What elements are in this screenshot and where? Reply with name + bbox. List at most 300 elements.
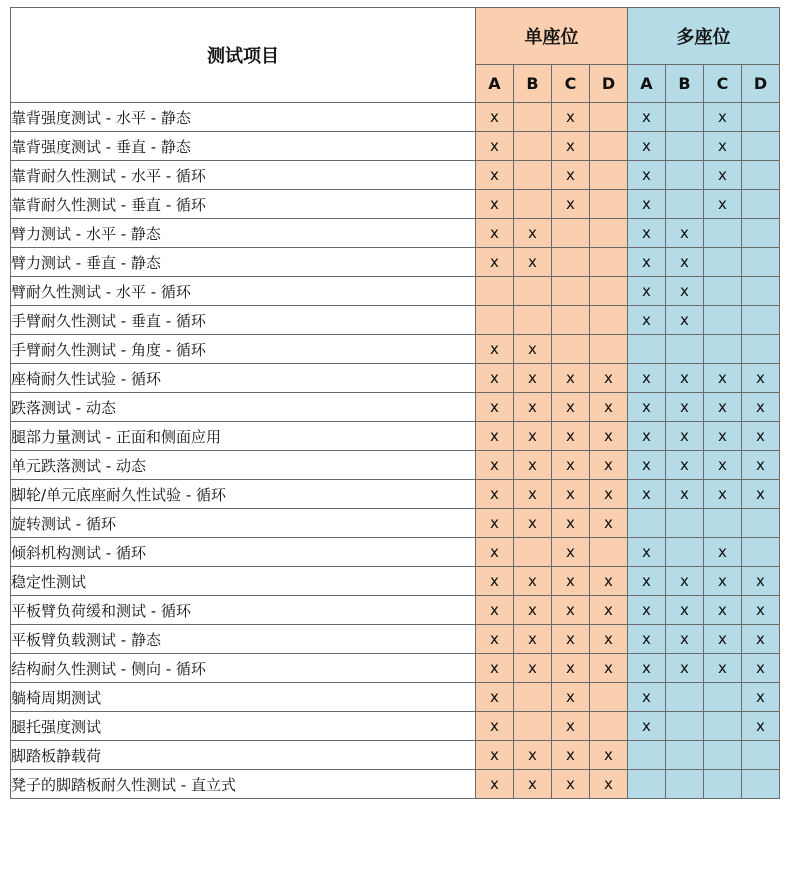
multi-seat-col-d-cell (742, 103, 780, 132)
applicable-mark: x (642, 427, 651, 445)
multi-seat-col-b-cell (666, 712, 704, 741)
test-item-label: 旋转测试 - 循环 (11, 509, 476, 538)
applicable-mark: x (490, 746, 499, 764)
multi-seat-col-a-cell (628, 248, 666, 277)
test-item-label: 平板臂负荷缓和测试 - 循环 (11, 596, 476, 625)
multi-seat-col-c-cell (704, 306, 742, 335)
multi-seat-col-d-cell (742, 306, 780, 335)
single-col-b-header: B (514, 65, 552, 103)
multi-seat-col-a-cell (628, 132, 666, 161)
multi-seat-col-d-cell (742, 161, 780, 190)
single-seat-col-a-cell (476, 190, 514, 219)
single-seat-col-a-cell (476, 219, 514, 248)
applicable-mark: x (490, 195, 499, 213)
single-seat-col-a-cell (476, 248, 514, 277)
test-item-label: 手臂耐久性测试 - 垂直 - 循环 (11, 306, 476, 335)
test-item-label: 脚踏板静载荷 (11, 741, 476, 770)
applicable-mark: x (718, 456, 727, 474)
table-row (11, 625, 780, 654)
applicable-mark: x (718, 108, 727, 126)
multi-seat-col-d-cell (742, 712, 780, 741)
applicable-mark: x (604, 572, 613, 590)
table-row (11, 190, 780, 219)
applicable-mark: x (718, 630, 727, 648)
single-seat-col-b-cell (514, 683, 552, 712)
single-seat-col-b-cell (514, 335, 552, 364)
single-seat-col-c-cell (552, 741, 590, 770)
applicable-mark: x (718, 543, 727, 561)
single-seat-header: 单座位 (476, 8, 628, 65)
applicable-mark: x (680, 253, 689, 271)
single-seat-col-d-cell (590, 393, 628, 422)
applicable-mark: x (680, 659, 689, 677)
test-item-label: 稳定性测试 (11, 567, 476, 596)
applicable-mark: x (528, 340, 537, 358)
multi-seat-col-c-cell (704, 625, 742, 654)
applicable-mark: x (604, 630, 613, 648)
multi-seat-col-a-cell (628, 654, 666, 683)
test-item-label: 靠背强度测试 - 水平 - 静态 (11, 103, 476, 132)
multi-seat-col-d-cell (742, 654, 780, 683)
applicable-mark: x (756, 456, 765, 474)
single-seat-col-c-cell (552, 277, 590, 306)
multi-seat-col-a-cell (628, 770, 666, 799)
single-seat-col-b-cell (514, 248, 552, 277)
applicable-mark: x (604, 601, 613, 619)
multi-seat-col-b-cell (666, 277, 704, 306)
applicable-mark: x (642, 195, 651, 213)
table-row (11, 422, 780, 451)
table-row (11, 567, 780, 596)
table-row (11, 741, 780, 770)
single-seat-col-a-cell (476, 509, 514, 538)
single-seat-col-c-cell (552, 248, 590, 277)
single-seat-col-a-cell (476, 538, 514, 567)
table-row (11, 538, 780, 567)
multi-seat-col-d-cell (742, 190, 780, 219)
single-seat-col-b-cell (514, 132, 552, 161)
test-item-label: 臂耐久性测试 - 水平 - 循环 (11, 277, 476, 306)
applicable-mark: x (490, 427, 499, 445)
single-seat-col-a-cell (476, 712, 514, 741)
applicable-mark: x (528, 514, 537, 532)
applicable-mark: x (718, 398, 727, 416)
single-seat-col-d-cell (590, 161, 628, 190)
multi-seat-col-a-cell (628, 741, 666, 770)
single-seat-col-c-cell (552, 364, 590, 393)
multi-seat-col-b-cell (666, 654, 704, 683)
applicable-mark: x (566, 485, 575, 503)
multi-col-a-header: A (628, 65, 666, 103)
multi-seat-col-b-cell (666, 683, 704, 712)
multi-col-b-header: B (666, 65, 704, 103)
test-item-label: 臂力测试 - 水平 - 静态 (11, 219, 476, 248)
single-seat-col-d-cell (590, 596, 628, 625)
single-seat-col-b-cell (514, 161, 552, 190)
single-seat-col-a-cell (476, 683, 514, 712)
multi-seat-col-c-cell (704, 509, 742, 538)
multi-seat-col-a-cell (628, 451, 666, 480)
single-seat-col-b-cell (514, 277, 552, 306)
single-seat-col-a-cell (476, 654, 514, 683)
single-seat-col-d-cell (590, 306, 628, 335)
single-seat-col-d-cell (590, 335, 628, 364)
applicable-mark: x (566, 688, 575, 706)
multi-seat-col-a-cell (628, 625, 666, 654)
single-seat-col-d-cell (590, 480, 628, 509)
test-matrix-body (11, 103, 780, 799)
test-item-label: 单元跌落测试 - 动态 (11, 451, 476, 480)
applicable-mark: x (680, 311, 689, 329)
multi-seat-col-d-cell (742, 683, 780, 712)
applicable-mark: x (718, 369, 727, 387)
applicable-mark: x (528, 456, 537, 474)
table-row (11, 509, 780, 538)
multi-seat-col-a-cell (628, 335, 666, 364)
single-seat-col-a-cell (476, 480, 514, 509)
multi-seat-col-c-cell (704, 654, 742, 683)
single-seat-col-a-cell (476, 103, 514, 132)
applicable-mark: x (566, 108, 575, 126)
applicable-mark: x (756, 688, 765, 706)
applicable-mark: x (642, 311, 651, 329)
applicable-mark: x (642, 572, 651, 590)
applicable-mark: x (566, 427, 575, 445)
single-seat-col-b-cell (514, 596, 552, 625)
multi-seat-col-c-cell (704, 480, 742, 509)
single-seat-col-c-cell (552, 654, 590, 683)
applicable-mark: x (718, 137, 727, 155)
applicable-mark: x (756, 398, 765, 416)
table-row (11, 770, 780, 799)
applicable-mark: x (756, 630, 765, 648)
single-seat-col-d-cell (590, 625, 628, 654)
multi-seat-col-a-cell (628, 393, 666, 422)
multi-seat-col-c-cell (704, 567, 742, 596)
table-row (11, 683, 780, 712)
applicable-mark: x (642, 630, 651, 648)
applicable-mark: x (528, 630, 537, 648)
applicable-mark: x (680, 282, 689, 300)
applicable-mark: x (566, 166, 575, 184)
multi-seat-col-c-cell (704, 335, 742, 364)
single-seat-col-c-cell (552, 132, 590, 161)
multi-seat-col-d-cell (742, 422, 780, 451)
multi-seat-col-d-cell (742, 596, 780, 625)
single-seat-col-d-cell (590, 712, 628, 741)
applicable-mark: x (528, 659, 537, 677)
applicable-mark: x (566, 659, 575, 677)
single-seat-col-b-cell (514, 770, 552, 799)
applicable-mark: x (756, 717, 765, 735)
group-header-row (11, 8, 780, 65)
applicable-mark: x (490, 253, 499, 271)
single-seat-col-b-cell (514, 306, 552, 335)
multi-seat-col-a-cell (628, 277, 666, 306)
multi-seat-col-b-cell (666, 509, 704, 538)
applicable-mark: x (490, 688, 499, 706)
applicable-mark: x (642, 166, 651, 184)
applicable-mark: x (680, 224, 689, 242)
single-seat-col-b-cell (514, 219, 552, 248)
table-row (11, 596, 780, 625)
applicable-mark: x (490, 369, 499, 387)
applicable-mark: x (680, 427, 689, 445)
applicable-mark: x (490, 659, 499, 677)
single-seat-col-a-cell (476, 161, 514, 190)
single-seat-col-b-cell (514, 625, 552, 654)
multi-seat-col-a-cell (628, 422, 666, 451)
applicable-mark: x (490, 775, 499, 793)
multi-seat-col-b-cell (666, 625, 704, 654)
multi-seat-col-d-cell (742, 451, 780, 480)
test-item-label: 腿部力量测试 - 正面和侧面应用 (11, 422, 476, 451)
multi-seat-col-c-cell (704, 451, 742, 480)
applicable-mark: x (756, 659, 765, 677)
single-seat-col-d-cell (590, 248, 628, 277)
applicable-mark: x (528, 601, 537, 619)
single-seat-col-c-cell (552, 161, 590, 190)
applicable-mark: x (604, 659, 613, 677)
multi-seat-col-b-cell (666, 132, 704, 161)
test-items-header: 测试项目 (11, 8, 476, 103)
table-row (11, 248, 780, 277)
multi-seat-col-a-cell (628, 596, 666, 625)
test-matrix-container (10, 7, 780, 799)
multi-seat-col-d-cell (742, 625, 780, 654)
applicable-mark: x (528, 369, 537, 387)
multi-seat-col-a-cell (628, 219, 666, 248)
test-item-label: 手臂耐久性测试 - 角度 - 循环 (11, 335, 476, 364)
single-seat-col-c-cell (552, 422, 590, 451)
single-seat-col-b-cell (514, 712, 552, 741)
multi-seat-col-a-cell (628, 683, 666, 712)
multi-seat-col-c-cell (704, 538, 742, 567)
applicable-mark: x (528, 398, 537, 416)
test-item-label: 靠背耐久性测试 - 水平 - 循环 (11, 161, 476, 190)
applicable-mark: x (604, 514, 613, 532)
single-seat-col-a-cell (476, 422, 514, 451)
table-row (11, 451, 780, 480)
single-seat-col-b-cell (514, 480, 552, 509)
single-seat-col-c-cell (552, 509, 590, 538)
single-seat-col-d-cell (590, 741, 628, 770)
applicable-mark: x (604, 456, 613, 474)
table-row (11, 712, 780, 741)
multi-seat-col-a-cell (628, 567, 666, 596)
applicable-mark: x (566, 369, 575, 387)
applicable-mark: x (490, 166, 499, 184)
applicable-mark: x (490, 398, 499, 416)
single-seat-col-a-cell (476, 625, 514, 654)
applicable-mark: x (566, 543, 575, 561)
multi-seat-col-d-cell (742, 132, 780, 161)
multi-seat-col-d-cell (742, 538, 780, 567)
applicable-mark: x (756, 427, 765, 445)
applicable-mark: x (490, 543, 499, 561)
applicable-mark: x (680, 485, 689, 503)
table-row (11, 306, 780, 335)
single-seat-col-a-cell (476, 741, 514, 770)
multi-seat-col-a-cell (628, 364, 666, 393)
applicable-mark: x (490, 485, 499, 503)
test-item-label: 靠背强度测试 - 垂直 - 静态 (11, 132, 476, 161)
multi-seat-col-b-cell (666, 248, 704, 277)
multi-seat-col-b-cell (666, 596, 704, 625)
single-seat-col-c-cell (552, 306, 590, 335)
test-item-label: 靠背耐久性测试 - 垂直 - 循环 (11, 190, 476, 219)
single-seat-col-a-cell (476, 277, 514, 306)
applicable-mark: x (490, 514, 499, 532)
applicable-mark: x (566, 775, 575, 793)
applicable-mark: x (604, 369, 613, 387)
applicable-mark: x (642, 137, 651, 155)
applicable-mark: x (566, 746, 575, 764)
single-seat-col-d-cell (590, 190, 628, 219)
multi-seat-col-b-cell (666, 393, 704, 422)
applicable-mark: x (528, 572, 537, 590)
applicable-mark: x (566, 630, 575, 648)
single-seat-col-c-cell (552, 103, 590, 132)
single-seat-col-c-cell (552, 770, 590, 799)
single-seat-col-a-cell (476, 596, 514, 625)
test-item-label: 座椅耐久性试验 - 循环 (11, 364, 476, 393)
multi-seat-col-c-cell (704, 770, 742, 799)
test-item-label: 结构耐久性测试 - 侧向 - 循环 (11, 654, 476, 683)
applicable-mark: x (490, 340, 499, 358)
applicable-mark: x (490, 137, 499, 155)
applicable-mark: x (718, 485, 727, 503)
multi-seat-col-a-cell (628, 306, 666, 335)
multi-seat-col-c-cell (704, 683, 742, 712)
single-seat-col-a-cell (476, 306, 514, 335)
multi-seat-col-c-cell (704, 248, 742, 277)
multi-seat-col-b-cell (666, 567, 704, 596)
multi-col-d-header: D (742, 65, 780, 103)
single-seat-col-b-cell (514, 364, 552, 393)
applicable-mark: x (642, 282, 651, 300)
applicable-mark: x (680, 398, 689, 416)
multi-seat-col-b-cell (666, 103, 704, 132)
single-seat-col-d-cell (590, 219, 628, 248)
applicable-mark: x (718, 427, 727, 445)
test-item-label: 凳子的脚踏板耐久性测试 - 直立式 (11, 770, 476, 799)
single-seat-col-b-cell (514, 509, 552, 538)
single-seat-col-c-cell (552, 567, 590, 596)
applicable-mark: x (490, 224, 499, 242)
single-seat-col-b-cell (514, 567, 552, 596)
single-seat-col-b-cell (514, 451, 552, 480)
applicable-mark: x (566, 601, 575, 619)
applicable-mark: x (642, 485, 651, 503)
applicable-mark: x (528, 427, 537, 445)
table-row (11, 335, 780, 364)
multi-seat-col-c-cell (704, 132, 742, 161)
table-row (11, 161, 780, 190)
test-item-label: 平板臂负载测试 - 静态 (11, 625, 476, 654)
test-item-label: 倾斜机构测试 - 循环 (11, 538, 476, 567)
single-seat-col-b-cell (514, 103, 552, 132)
table-row (11, 393, 780, 422)
single-seat-col-d-cell (590, 567, 628, 596)
applicable-mark: x (680, 369, 689, 387)
single-seat-col-d-cell (590, 509, 628, 538)
single-seat-col-d-cell (590, 364, 628, 393)
multi-seat-col-b-cell (666, 306, 704, 335)
multi-seat-col-b-cell (666, 422, 704, 451)
applicable-mark: x (528, 775, 537, 793)
single-seat-col-b-cell (514, 422, 552, 451)
table-row (11, 480, 780, 509)
single-seat-col-d-cell (590, 132, 628, 161)
single-seat-col-d-cell (590, 770, 628, 799)
multi-seat-col-c-cell (704, 393, 742, 422)
applicable-mark: x (490, 108, 499, 126)
multi-seat-header: 多座位 (628, 8, 780, 65)
applicable-mark: x (642, 224, 651, 242)
test-item-label: 腿托强度测试 (11, 712, 476, 741)
multi-seat-col-a-cell (628, 712, 666, 741)
applicable-mark: x (566, 717, 575, 735)
applicable-mark: x (566, 137, 575, 155)
table-row (11, 103, 780, 132)
multi-seat-col-d-cell (742, 393, 780, 422)
single-seat-col-c-cell (552, 219, 590, 248)
single-col-d-header: D (590, 65, 628, 103)
applicable-mark: x (718, 195, 727, 213)
multi-seat-col-d-cell (742, 248, 780, 277)
applicable-mark: x (642, 456, 651, 474)
multi-seat-col-a-cell (628, 480, 666, 509)
applicable-mark: x (604, 398, 613, 416)
applicable-mark: x (642, 659, 651, 677)
multi-seat-col-d-cell (742, 770, 780, 799)
test-item-label: 脚轮/单元底座耐久性试验 - 循环 (11, 480, 476, 509)
multi-seat-col-d-cell (742, 509, 780, 538)
single-seat-col-c-cell (552, 190, 590, 219)
multi-seat-col-b-cell (666, 741, 704, 770)
multi-seat-col-a-cell (628, 509, 666, 538)
multi-seat-col-b-cell (666, 538, 704, 567)
single-seat-col-c-cell (552, 712, 590, 741)
applicable-mark: x (604, 746, 613, 764)
single-seat-col-d-cell (590, 538, 628, 567)
applicable-mark: x (756, 572, 765, 590)
multi-seat-col-a-cell (628, 161, 666, 190)
multi-seat-col-c-cell (704, 219, 742, 248)
multi-seat-col-c-cell (704, 161, 742, 190)
table-row (11, 364, 780, 393)
applicable-mark: x (680, 630, 689, 648)
multi-seat-col-b-cell (666, 364, 704, 393)
multi-seat-col-d-cell (742, 480, 780, 509)
table-row (11, 277, 780, 306)
applicable-mark: x (490, 456, 499, 474)
multi-seat-col-b-cell (666, 335, 704, 364)
multi-seat-col-b-cell (666, 451, 704, 480)
multi-seat-col-c-cell (704, 596, 742, 625)
single-seat-col-b-cell (514, 538, 552, 567)
multi-seat-col-b-cell (666, 161, 704, 190)
applicable-mark: x (642, 717, 651, 735)
applicable-mark: x (680, 572, 689, 590)
applicable-mark: x (566, 572, 575, 590)
single-seat-col-a-cell (476, 770, 514, 799)
applicable-mark: x (642, 601, 651, 619)
applicable-mark: x (490, 601, 499, 619)
applicable-mark: x (604, 485, 613, 503)
applicable-mark: x (680, 456, 689, 474)
